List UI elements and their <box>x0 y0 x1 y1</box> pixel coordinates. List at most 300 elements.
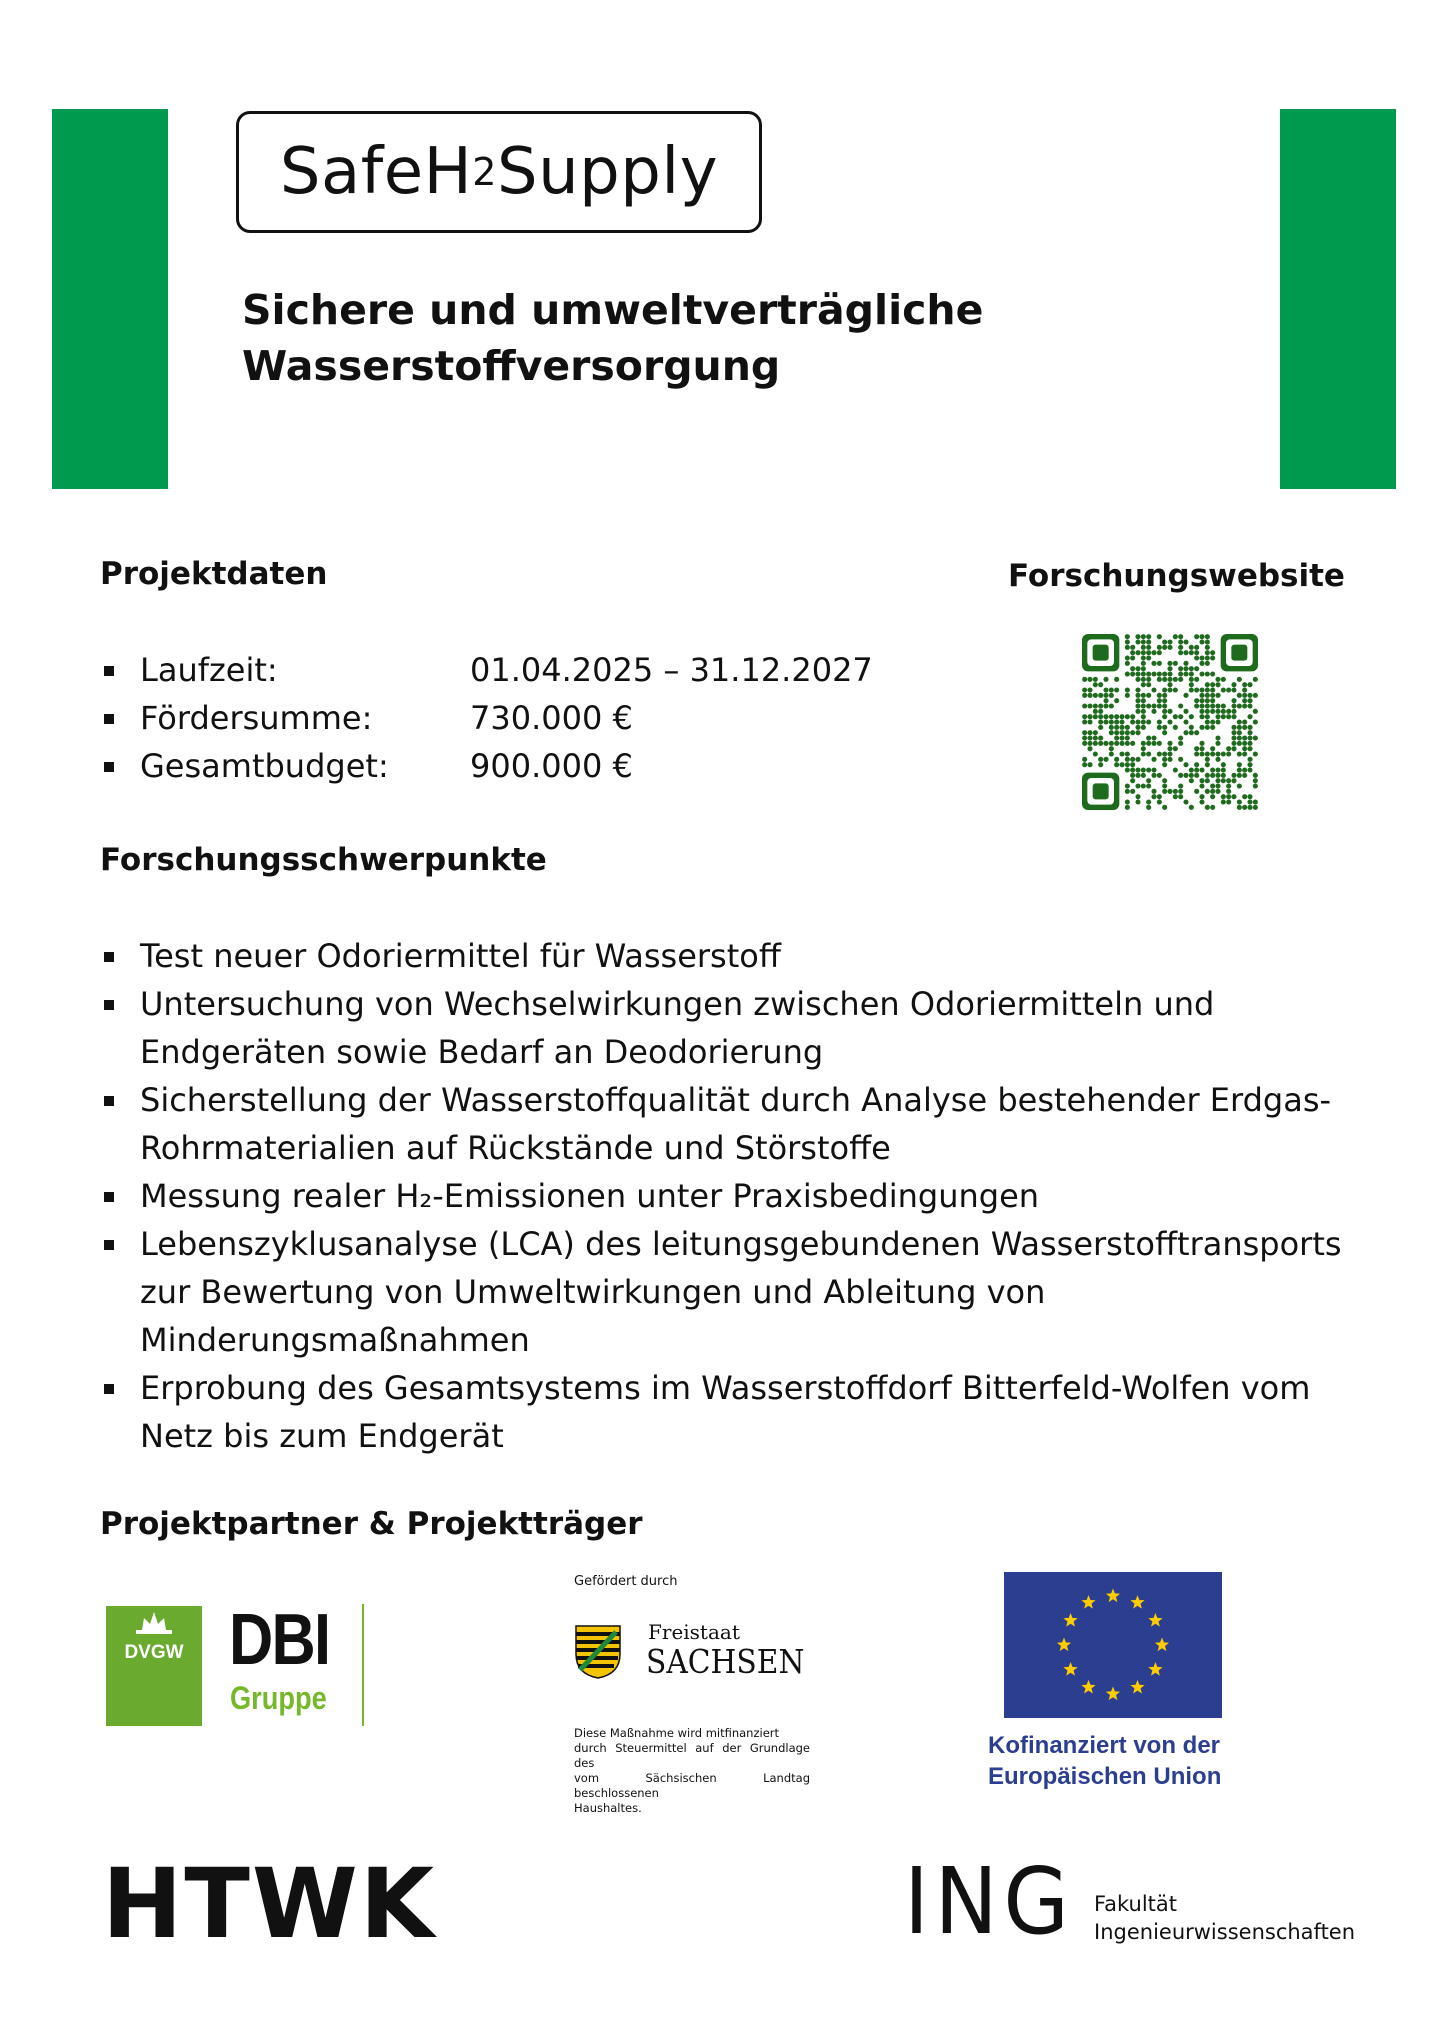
qr-module <box>1135 709 1140 714</box>
qr-module <box>1231 746 1236 751</box>
qr-module <box>1114 730 1119 735</box>
list-item <box>100 1220 1342 1364</box>
sachsen-coat-of-arms-icon <box>574 1624 622 1680</box>
qr-module <box>1221 773 1226 778</box>
qr-module <box>1119 725 1124 730</box>
list-item-line: Messung realer H₂-Emissionen unter Praxisbedingungen <box>140 1177 1040 1215</box>
qr-module <box>1087 687 1092 692</box>
qr-module <box>1087 693 1092 698</box>
qr-module <box>1231 773 1236 778</box>
qr-module <box>1215 714 1220 719</box>
qr-module <box>1205 778 1210 783</box>
qr-module <box>1194 762 1199 767</box>
sachsen-name: SACHSEN <box>646 1642 805 1681</box>
qr-module <box>1151 767 1156 772</box>
qr-module <box>1173 677 1178 682</box>
qr-module <box>1146 693 1151 698</box>
qr-module <box>1189 650 1194 655</box>
qr-module <box>1135 773 1140 778</box>
qr-module <box>1098 725 1103 730</box>
sachsen-gefoerdert: Gefördert durch <box>574 1574 678 1589</box>
qr-module <box>1205 703 1210 708</box>
qr-module <box>1205 714 1210 719</box>
qr-module <box>1103 741 1108 746</box>
qr-module <box>1237 730 1242 735</box>
qr-module <box>1242 735 1247 740</box>
qr-module <box>1141 634 1146 639</box>
list-item-line: Rohrmaterialien auf Rückstände und Störstoffe <box>140 1129 891 1167</box>
qr-module <box>1215 682 1220 687</box>
qr-module <box>1135 794 1140 799</box>
qr-module <box>1167 666 1172 671</box>
qr-module <box>1167 639 1172 644</box>
qr-module <box>1173 725 1178 730</box>
qr-module <box>1253 677 1258 682</box>
qr-module <box>1157 661 1162 666</box>
qr-module <box>1215 778 1220 783</box>
faculty-line-2: Ingenieurwissenschaften <box>1094 1920 1356 1944</box>
qr-module <box>1247 757 1252 762</box>
qr-module <box>1141 693 1146 698</box>
qr-module <box>1173 789 1178 794</box>
qr-module <box>1189 773 1194 778</box>
qr-module <box>1114 714 1119 719</box>
qr-module <box>1231 682 1236 687</box>
list-item-line: Untersuchung von Wechselwirkungen zwischen Odoriermitteln und <box>140 985 1215 1023</box>
qr-module <box>1125 783 1130 788</box>
qr-module <box>1146 677 1151 682</box>
qr-module <box>1210 709 1215 714</box>
qr-module <box>1253 799 1258 804</box>
qr-module <box>1087 719 1092 724</box>
qr-module <box>1210 693 1215 698</box>
projektdaten-heading: Projektdaten <box>100 556 328 592</box>
qr-module <box>1135 725 1140 730</box>
qr-module <box>1247 762 1252 767</box>
qr-module <box>1125 805 1130 810</box>
qr-module <box>1253 719 1258 724</box>
qr-module <box>1162 762 1167 767</box>
qr-module <box>1093 677 1098 682</box>
qr-module <box>1119 741 1124 746</box>
qr-module <box>1103 677 1108 682</box>
qr-module <box>1210 746 1215 751</box>
qr-module <box>1157 725 1162 730</box>
qr-module <box>1247 735 1252 740</box>
eu-cofinanced-text <box>988 1730 1288 1792</box>
qr-module <box>1173 714 1178 719</box>
qr-module <box>1178 741 1183 746</box>
qr-module <box>1178 794 1183 799</box>
qr-module <box>1226 746 1231 751</box>
qr-module <box>1146 634 1151 639</box>
qr-module <box>1215 767 1220 772</box>
qr-module <box>1189 677 1194 682</box>
eu-flag-icon <box>1004 1572 1222 1718</box>
qr-finder-pattern <box>1093 783 1109 799</box>
qr-module <box>1178 783 1183 788</box>
qr-module <box>1103 698 1108 703</box>
qr-module <box>1178 757 1183 762</box>
qr-module <box>1199 671 1204 676</box>
qr-module <box>1125 751 1130 756</box>
qr-module <box>1125 661 1130 666</box>
qr-module <box>1199 634 1204 639</box>
list-item-line: Erprobung des Gesamtsystems im Wasserstoffdorf Bitterfeld-Wolfen vom <box>140 1369 1311 1407</box>
qr-module <box>1130 757 1135 762</box>
qr-finder-pattern <box>1231 645 1247 661</box>
list-item <box>100 980 1342 1076</box>
qr-module <box>1114 725 1119 730</box>
qr-module <box>1178 677 1183 682</box>
qr-module <box>1221 703 1226 708</box>
qr-module <box>1226 751 1231 756</box>
htwk-logo: HTWK <box>102 1848 437 1960</box>
qr-module <box>1178 703 1183 708</box>
qr-module <box>1146 719 1151 724</box>
qr-module <box>1194 789 1199 794</box>
qr-module <box>1162 687 1167 692</box>
qr-module <box>1125 655 1130 660</box>
qr-module <box>1189 645 1194 650</box>
qr-module <box>1114 719 1119 724</box>
qr-module <box>1178 671 1183 676</box>
qr-module <box>1130 655 1135 660</box>
qr-module <box>1183 730 1188 735</box>
qr-module <box>1194 751 1199 756</box>
qr-module <box>1199 687 1204 692</box>
qr-module <box>1162 778 1167 783</box>
qr-module <box>1114 677 1119 682</box>
qr-module <box>1167 719 1172 724</box>
qr-module <box>1130 671 1135 676</box>
qr-module <box>1125 687 1130 692</box>
qr-module <box>1093 703 1098 708</box>
qr-module <box>1199 709 1204 714</box>
qr-module <box>1189 805 1194 810</box>
qr-module <box>1146 655 1151 660</box>
qr-module <box>1125 634 1130 639</box>
qr-module <box>1189 730 1194 735</box>
qr-module <box>1082 741 1087 746</box>
qr-module <box>1151 757 1156 762</box>
qr-module <box>1135 677 1140 682</box>
qr-module <box>1167 671 1172 676</box>
qr-module <box>1247 703 1252 708</box>
qr-module <box>1167 682 1172 687</box>
qr-module <box>1178 735 1183 740</box>
qr-module <box>1178 773 1183 778</box>
qr-module <box>1231 730 1236 735</box>
qr-module <box>1151 741 1156 746</box>
qr-module <box>1146 650 1151 655</box>
list-item-line: Lebenszyklusanalyse (LCA) des leitungsgebundenen Wasserstofftransports <box>140 1225 1342 1263</box>
qr-module <box>1194 634 1199 639</box>
qr-module <box>1194 746 1199 751</box>
qr-module <box>1199 714 1204 719</box>
qr-module <box>1098 682 1103 687</box>
qr-module <box>1205 639 1210 644</box>
qr-module <box>1199 725 1204 730</box>
qr-module <box>1226 783 1231 788</box>
qr-module <box>1242 725 1247 730</box>
qr-module <box>1125 671 1130 676</box>
qr-module <box>1226 687 1231 692</box>
qr-module <box>1162 693 1167 698</box>
qr-module <box>1183 693 1188 698</box>
qr-module <box>1247 767 1252 772</box>
qr-module <box>1146 799 1151 804</box>
qr-module <box>1210 655 1215 660</box>
qr-module <box>1226 799 1231 804</box>
qr-module <box>1109 741 1114 746</box>
qr-module <box>1237 762 1242 767</box>
qr-module <box>1114 735 1119 740</box>
qr-module <box>1189 767 1194 772</box>
qr-module <box>1151 794 1156 799</box>
qr-module <box>1178 666 1183 671</box>
qr-module <box>1098 703 1103 708</box>
qr-module <box>1247 794 1252 799</box>
qr-module <box>1205 751 1210 756</box>
qr-finder-pattern <box>1093 645 1109 661</box>
qr-module <box>1205 687 1210 692</box>
qr-module <box>1141 639 1146 644</box>
qr-module <box>1221 767 1226 772</box>
list-item <box>100 694 873 742</box>
qr-module <box>1247 725 1252 730</box>
qr-module <box>1215 751 1220 756</box>
qr-module <box>1130 730 1135 735</box>
qr-module <box>1215 735 1220 740</box>
qr-module <box>1119 751 1124 756</box>
qr-module <box>1242 805 1247 810</box>
laufzeit-label: Laufzeit: <box>140 651 278 689</box>
qr-module <box>1253 778 1258 783</box>
qr-module <box>1237 767 1242 772</box>
qr-module <box>1199 783 1204 788</box>
qr-module <box>1205 645 1210 650</box>
qr-module <box>1178 639 1183 644</box>
qr-module <box>1173 794 1178 799</box>
qr-module <box>1189 682 1194 687</box>
qr-module <box>1226 794 1231 799</box>
qr-module <box>1157 645 1162 650</box>
qr-module <box>1242 682 1247 687</box>
qr-module <box>1135 693 1140 698</box>
qr-module <box>1242 767 1247 772</box>
qr-module <box>1093 714 1098 719</box>
qr-module <box>1130 778 1135 783</box>
qr-module <box>1082 703 1087 708</box>
qr-module <box>1237 799 1242 804</box>
qr-module <box>1210 751 1215 756</box>
qr-code-icon[interactable] <box>1082 634 1258 810</box>
qr-module <box>1141 698 1146 703</box>
qr-module <box>1205 650 1210 655</box>
qr-module <box>1162 757 1167 762</box>
qr-module <box>1093 682 1098 687</box>
qr-module <box>1194 677 1199 682</box>
qr-module <box>1231 714 1236 719</box>
qr-module <box>1130 762 1135 767</box>
qr-module <box>1242 693 1247 698</box>
qr-module <box>1210 698 1215 703</box>
qr-module <box>1173 767 1178 772</box>
qr-module <box>1253 805 1258 810</box>
qr-module <box>1210 687 1215 692</box>
qr-module <box>1194 773 1199 778</box>
qr-module <box>1130 645 1135 650</box>
qr-module <box>1146 767 1151 772</box>
qr-module <box>1183 773 1188 778</box>
qr-module <box>1098 741 1103 746</box>
qr-module <box>1199 655 1204 660</box>
qr-module <box>1157 799 1162 804</box>
list-item <box>100 1172 1342 1220</box>
qr-module <box>1157 634 1162 639</box>
qr-module <box>1146 805 1151 810</box>
qr-module <box>1119 719 1124 724</box>
schwerpunkte-heading: Forschungsschwerpunkte <box>100 842 547 878</box>
qr-module <box>1141 671 1146 676</box>
ing-logo: ING <box>904 1848 1075 1955</box>
subtitle-line-1: Sichere und umweltverträgliche <box>242 286 984 334</box>
list-item-line: Netz bis zum Endgerät <box>140 1417 504 1455</box>
qr-module <box>1183 661 1188 666</box>
qr-module <box>1109 714 1114 719</box>
qr-module <box>1221 778 1226 783</box>
qr-module <box>1135 650 1140 655</box>
qr-module <box>1205 634 1210 639</box>
qr-module <box>1231 794 1236 799</box>
qr-module <box>1226 789 1231 794</box>
qr-module <box>1087 703 1092 708</box>
qr-module <box>1178 645 1183 650</box>
qr-module <box>1237 805 1242 810</box>
qr-module <box>1109 730 1114 735</box>
qr-module <box>1242 687 1247 692</box>
faculty-label <box>1094 1890 1355 1946</box>
qr-module <box>1210 671 1215 676</box>
qr-module <box>1125 639 1130 644</box>
qr-module <box>1199 698 1204 703</box>
qr-module <box>1205 719 1210 724</box>
qr-module <box>1167 751 1172 756</box>
qr-module <box>1221 794 1226 799</box>
qr-module <box>1247 682 1252 687</box>
qr-module <box>1215 693 1220 698</box>
qr-module <box>1183 650 1188 655</box>
qr-module <box>1183 762 1188 767</box>
qr-module <box>1114 762 1119 767</box>
qr-module <box>1103 719 1108 724</box>
qr-module <box>1146 735 1151 740</box>
qr-module <box>1199 693 1204 698</box>
qr-module <box>1093 709 1098 714</box>
list-item-line: zur Bewertung von Umweltwirkungen und Ableitung von <box>140 1273 1046 1311</box>
qr-module <box>1082 757 1087 762</box>
qr-module <box>1130 666 1135 671</box>
qr-module <box>1082 719 1087 724</box>
qr-module <box>1162 639 1167 644</box>
qr-module <box>1205 671 1210 676</box>
qr-module <box>1194 655 1199 660</box>
faculty-line-1: Fakultät <box>1094 1892 1178 1916</box>
qr-module <box>1109 703 1114 708</box>
qr-module <box>1141 682 1146 687</box>
qr-module <box>1237 693 1242 698</box>
qr-module <box>1157 751 1162 756</box>
qr-module <box>1199 751 1204 756</box>
qr-module <box>1237 677 1242 682</box>
accent-bar-left <box>52 109 168 489</box>
qr-module <box>1093 693 1098 698</box>
qr-module <box>1178 714 1183 719</box>
qr-module <box>1231 778 1236 783</box>
qr-module <box>1141 677 1146 682</box>
qr-module <box>1162 703 1167 708</box>
qr-module <box>1130 789 1135 794</box>
qr-module <box>1135 639 1140 644</box>
qr-module <box>1242 794 1247 799</box>
qr-module <box>1205 655 1210 660</box>
qr-module <box>1210 783 1215 788</box>
laufzeit-value: 01.04.2025 – 31.12.2027 <box>470 651 873 689</box>
qr-module <box>1231 725 1236 730</box>
accent-bar-right <box>1280 109 1396 489</box>
list-item <box>100 646 873 694</box>
qr-module <box>1237 751 1242 756</box>
eu-line-1: Kofinanziert von der <box>988 1732 1221 1759</box>
qr-module <box>1210 725 1215 730</box>
projektdaten-list <box>100 646 873 790</box>
qr-module <box>1146 778 1151 783</box>
qr-module <box>1253 773 1258 778</box>
qr-module <box>1135 687 1140 692</box>
qr-module <box>1151 650 1156 655</box>
partner-heading: Projektpartner & Projektträger <box>100 1506 643 1542</box>
qr-module <box>1130 773 1135 778</box>
qr-module <box>1157 741 1162 746</box>
qr-module <box>1194 698 1199 703</box>
qr-module <box>1215 703 1220 708</box>
foerdersumme-label: Fördersumme: <box>140 699 373 737</box>
qr-module <box>1205 698 1210 703</box>
qr-module <box>1205 661 1210 666</box>
qr-module <box>1205 805 1210 810</box>
qr-module <box>1237 783 1242 788</box>
qr-module <box>1162 725 1167 730</box>
qr-module <box>1215 783 1220 788</box>
qr-module <box>1125 757 1130 762</box>
qr-module <box>1087 741 1092 746</box>
qr-module <box>1226 778 1231 783</box>
qr-module <box>1210 767 1215 772</box>
qr-module <box>1173 634 1178 639</box>
sachsen-note-line: durch Steuermittel auf der Grundlage des <box>574 1741 810 1770</box>
qr-module <box>1178 634 1183 639</box>
qr-module <box>1087 677 1092 682</box>
qr-module <box>1146 639 1151 644</box>
logo-main: SafeH <box>279 135 473 209</box>
qr-module <box>1215 677 1220 682</box>
qr-module <box>1253 783 1258 788</box>
sachsen-note-line: Diese Maßnahme wird mitfinanziert <box>574 1726 780 1740</box>
qr-module <box>1162 805 1167 810</box>
qr-module <box>1141 725 1146 730</box>
list-item-line: Sicherstellung der Wasserstoffqualität durch Analyse bestehender Erdgas- <box>140 1081 1332 1119</box>
